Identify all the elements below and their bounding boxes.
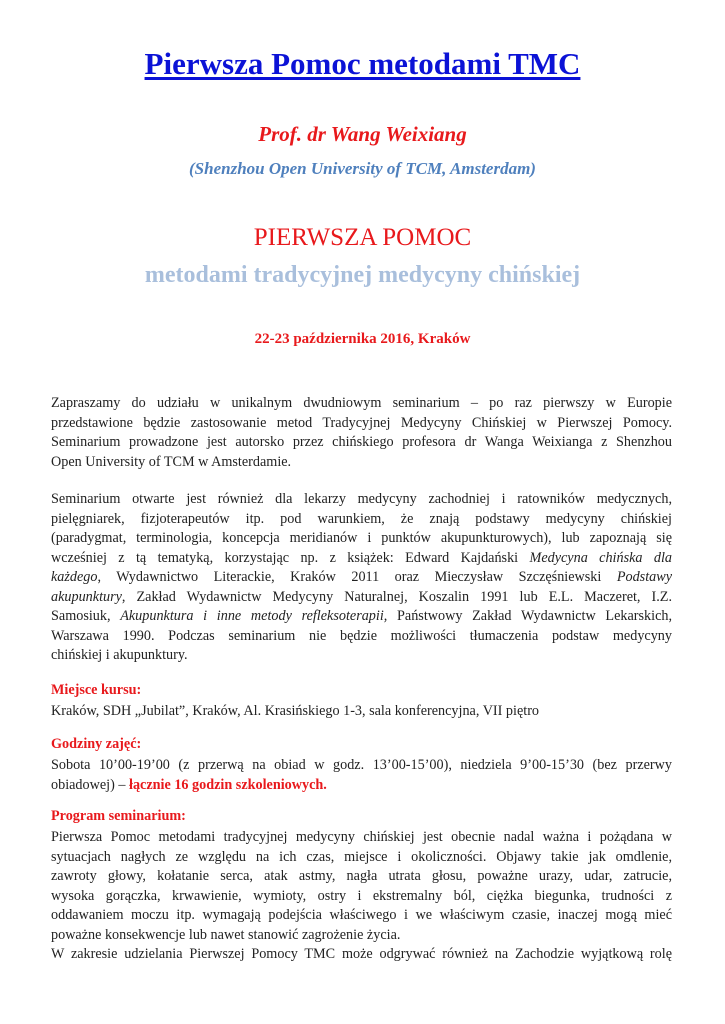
main-heading: PIERWSZA POMOC (253, 224, 472, 251)
program-line: W zakresie udzielania Pierwszej Pomocy TMC może odgrywać również na Zachodzie wyjątkową rolę (51, 946, 672, 962)
text-run: obiadowej) – (51, 776, 130, 793)
book-title: Akupunktura i inne metody refleksoterapii, (120, 608, 388, 624)
intro-line: Zapraszamy do udziału w unikalnym dwudniowym seminarium – po raz pierwszy w Europie (51, 395, 672, 411)
text-run: Samosiuk, (51, 608, 121, 624)
author-name: Prof. dr Wang Weixiang (258, 122, 467, 146)
hours-line: Sobota 10’00-19’00 (z przerwą na obiad w godz. 13’00-15’00), niedziela 9’00-15’30 (bez przerwy (51, 757, 672, 773)
audience-line (51, 549, 672, 569)
total-hours: łącznie 16 godzin szkoleniowych. (129, 776, 327, 793)
audience-line (51, 588, 672, 608)
book-title: Podstawy (616, 569, 672, 585)
audience-line: Warszawa 1990. Podczas seminarium nie będzie możliwości tłumaczenia podstaw medycyny (51, 627, 672, 644)
page-title: Pierwsza Pomoc metodami TMC (144, 46, 581, 81)
event-date: 22-23 października 2016, Kraków (254, 331, 471, 347)
sub-heading: metodami tradycyjnej medycyny chińskiej (144, 262, 581, 288)
book-title: Medycyna chińska dla (529, 549, 672, 566)
intro-line: Seminarium prowadzone jest autorsko przez chińskiego profesora dr Wanga Weixianga z Shenzhou (51, 434, 672, 450)
program-line: Pierwsza Pomoc metodami tradycyjnej medycyny chińskiej jest obecnie nadal ważna i pożądana w (51, 829, 672, 845)
hours-paragraph (51, 756, 672, 795)
location-label: Miejsce kursu: (51, 682, 142, 698)
book-title: każdego (51, 569, 98, 585)
audience-line: pielęgniarek, fizjoterapeutów itp. pod warunkiem, że znają podstawy medycyny chińskiej (51, 510, 672, 527)
intro-paragraph (51, 394, 672, 472)
audience-line: chińskiej i akupunktury. (51, 647, 188, 663)
intro-line: przedstawione będzie zastosowanie metod Tradycyjnej Medycyny Chińskiej w Pierwszej Pomocy. (51, 414, 672, 431)
hours-label: Godziny zajęć: (51, 736, 142, 752)
text-run: Państwowy Zakład Wydawnictw Lekarskich, (387, 608, 673, 624)
audience-line (51, 568, 672, 588)
text-run: , Wydawnictwo Literackie, Kraków 2011 oraz Mieczysław Szczęśniewski (97, 569, 617, 585)
program-paragraph (51, 828, 672, 965)
program-line: sytuacjach nagłych ze względu na ich czas, miejsce i okoliczności. Objawy takie jak omdlenie, (51, 848, 672, 865)
audience-paragraph (51, 490, 672, 666)
audience-line (51, 607, 672, 627)
hours-line (51, 776, 672, 796)
program-line: oddawaniem moczu itp. wymagają podejścia właściwego i we właściwym czasie, inaczej mogą mieć (51, 907, 672, 923)
program-line: poważne konsekwencje lub nawet stanowić zagrożenie życia. (51, 926, 401, 943)
program-line: wysoka gorączka, krwawienie, wymioty, ostry i ekstremalny ból, ciężka biegunka, trudności z (51, 887, 672, 904)
program-label: Program seminarium: (51, 808, 186, 824)
program-line: zawroty głowy, kołatanie serca, atak astmy, nagła utrata głosu, poważne urazy, udar, zatrucie, (51, 868, 672, 884)
audience-line: (paradygmat, terminologia, koncepcja meridianów i punktów akupunkturowych), lub zapoznają się (51, 530, 672, 546)
audience-line: Seminarium otwarte jest również dla lekarzy medycyny zachodniej i ratowników medycznych, (51, 491, 672, 507)
author-affiliation: (Shenzhou Open University of TCM, Amsterdam) (189, 159, 536, 178)
text-run: , Zakład Wydawnictw Medycyny Naturalnej, Koszalin 1991 lub E.L. Maczeret, I.Z. (121, 588, 672, 605)
intro-line: Open University of TCM w Amsterdamie. (51, 453, 292, 470)
text-run: wcześniej z tą tematyką, korzystając np. z książek: Edward Kajdański (51, 549, 530, 566)
location-text: Kraków, SDH „Jubilat”, Kraków, Al. Krasińskiego 1-3, sala konferencyjna, VII piętro (51, 703, 540, 719)
book-title: akupunktury (51, 588, 122, 605)
